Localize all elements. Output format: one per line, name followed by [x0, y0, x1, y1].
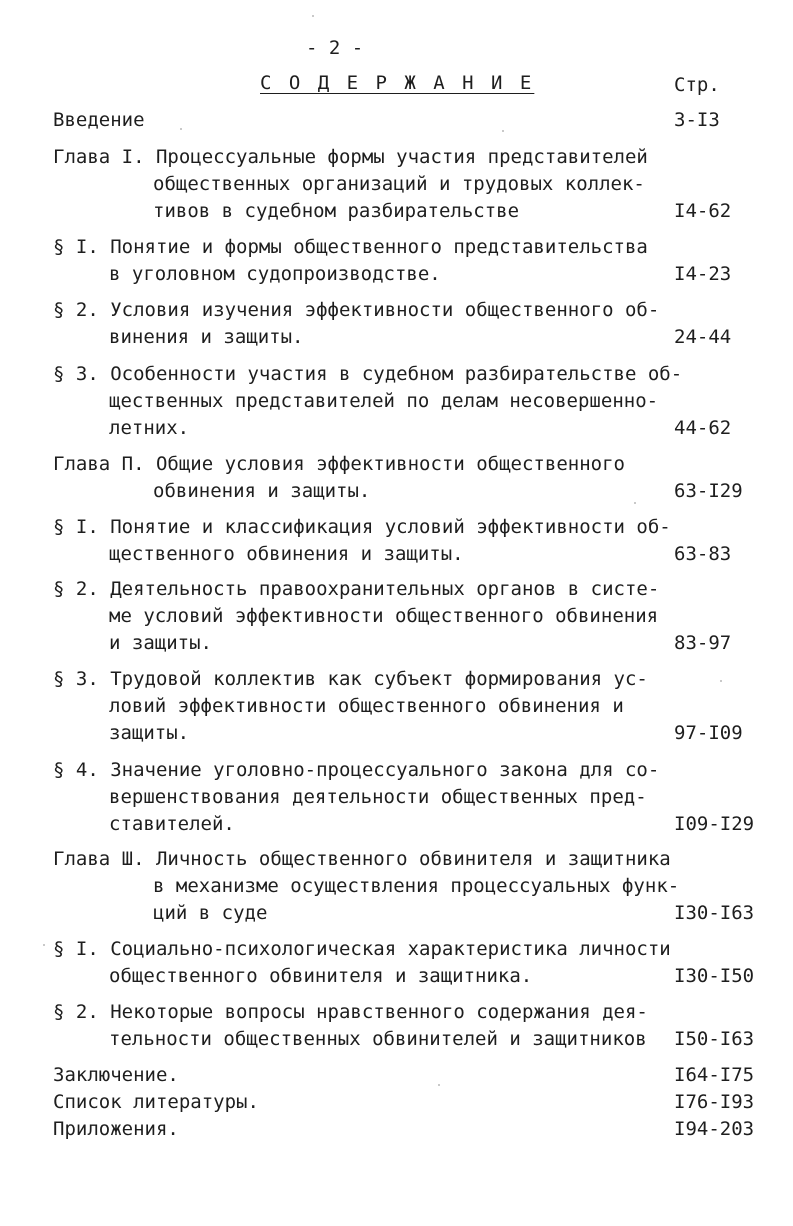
toc-section-2-4-line-2: вершенствования деятельности общественных пред-	[109, 786, 647, 808]
toc-entry-references: Список литературы.	[53, 1091, 259, 1113]
scan-speck	[438, 1084, 440, 1086]
toc-section-1-3-line-2: щественных представителей по делам несовершенно-	[109, 390, 659, 412]
toc-pages-section-1-1: I4-23	[674, 263, 732, 285]
toc-section-3-2-line-1: § 2. Некоторые вопросы нравственного содержания дея-	[53, 1001, 648, 1023]
toc-section-1-3-line-1: § 3. Особенности участия в судебном разбирательстве об-	[53, 363, 683, 385]
toc-section-1-2-line-1: § 2. Условия изучения эффективности общественного об-	[53, 299, 660, 321]
toc-pages-intro: 3-I3	[674, 109, 720, 131]
toc-chapter-3-line-3: ций в суде	[153, 902, 268, 924]
toc-chapter-2-line-2: обвинения и защиты.	[153, 480, 371, 502]
toc-chapter-1-line-1: Глава I. Процессуальные формы участия представителей	[53, 146, 648, 168]
toc-pages-section-2-4: I09-I29	[674, 813, 755, 835]
toc-pages-section-2-2: 83-97	[674, 632, 732, 654]
toc-entry-conclusion: Заключение.	[53, 1064, 179, 1086]
toc-chapter-1-line-3: тивов в судебном разбирательстве	[153, 200, 520, 222]
toc-pages-chapter-3: I30-I63	[674, 902, 755, 924]
toc-pages-section-1-3: 44-62	[674, 417, 732, 439]
page-number: - 2 -	[306, 37, 364, 59]
toc-section-1-1-line-1: § I. Понятие и формы общественного представительства	[53, 236, 648, 258]
toc-chapter-3-line-1: Глава Ш. Личность общественного обвинителя и защитника	[53, 848, 671, 870]
toc-section-2-3-line-2: ловий эффективности общественного обвинения и	[109, 695, 624, 717]
toc-section-3-1-line-1: § I. Социально-психологическая характеристика личности	[53, 938, 671, 960]
pages-column-header: Стр.	[674, 74, 720, 96]
toc-pages-chapter-2: 63-I29	[674, 480, 743, 502]
toc-section-2-3-line-1: § 3. Трудовой коллектив как субъект формирования ус-	[53, 668, 648, 690]
toc-pages-references: I76-I93	[674, 1091, 755, 1113]
toc-entry-intro: Введение	[53, 109, 145, 131]
toc-section-1-1-line-2: в уголовном судопроизводстве.	[109, 263, 441, 285]
toc-section-2-3-line-3: защиты.	[109, 722, 190, 744]
toc-pages-section-3-2: I50-I63	[674, 1028, 755, 1050]
toc-section-2-2-line-3: и защиты.	[109, 632, 212, 654]
toc-chapter-1-line-2: общественных организаций и трудовых коллек-	[153, 173, 645, 195]
scan-speck	[43, 944, 45, 946]
toc-section-3-2-line-2: тельности общественных обвинителей и защитников	[109, 1028, 647, 1050]
toc-chapter-3-line-2: в механизме осуществления процессуальных функ-	[153, 875, 680, 897]
toc-chapter-2-line-1: Глава П. Общие условия эффективности общественного	[53, 453, 625, 475]
toc-entry-appendices: Приложения.	[53, 1118, 179, 1140]
toc-section-2-4-line-3: ставителей.	[109, 813, 235, 835]
toc-pages-section-1-2: 24-44	[674, 326, 732, 348]
toc-section-1-3-line-3: летних.	[109, 417, 190, 439]
toc-pages-section-3-1: I30-I50	[674, 965, 755, 987]
toc-section-3-1-line-2: общественного обвинителя и защитника.	[109, 965, 533, 987]
toc-pages-section-2-1: 63-83	[674, 543, 732, 565]
toc-section-2-1-line-2: щественного обвинения и защиты.	[109, 543, 464, 565]
toc-section-2-2-line-1: § 2. Деятельность правоохранительных органов в систе-	[53, 578, 660, 600]
page-title: С О Д Е Р Ж А Н И Е	[260, 72, 535, 94]
scan-speck	[634, 502, 636, 504]
toc-pages-conclusion: I64-I75	[674, 1064, 755, 1086]
scan-speck	[312, 15, 314, 17]
toc-section-1-2-line-2: винения и защиты.	[109, 326, 304, 348]
toc-pages-section-2-3: 97-I09	[674, 722, 743, 744]
toc-section-2-2-line-2: ме условий эффективности общественного обвинения	[109, 605, 659, 627]
toc-pages-appendices: I94-203	[674, 1118, 755, 1140]
scan-speck	[502, 130, 504, 132]
toc-section-2-1-line-1: § I. Понятие и классификация условий эффективности об-	[53, 516, 671, 538]
toc-section-2-4-line-1: § 4. Значение уголовно-процессуального закона для со-	[53, 759, 660, 781]
scan-speck	[720, 680, 722, 682]
scan-speck	[180, 128, 182, 130]
toc-pages-chapter-1: I4-62	[674, 200, 732, 222]
